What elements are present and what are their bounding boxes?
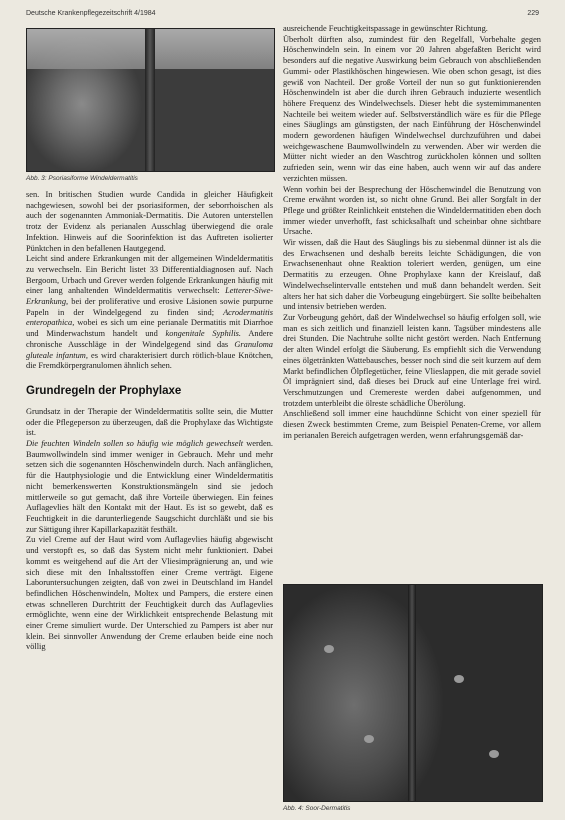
- paragraph: Grundsatz in der Therapie der Windeldermatitis sollte sein, die Mutter oder die Pflegeperson zu überzeugen, daß die Prophylaxe das Wichtigste ist.: [26, 406, 273, 438]
- paragraph: Zu viel Creme auf der Haut wird vom Auflagevlies häufig abgewischt und verstopft es, so daß das System nicht mehr funktioniert. Dabei kommt es weitgehend auf die Art der Vliesimprägnierung an, und wie sich diese mit den Inhaltsstoffen einer Creme verträgt. Eigene Laboruntersuchungen zeigten, daß von zwei in Deutschland im Handel befindlichen Höschenwindeln, Moltex und Pampers, die erstere einen etwas schnelleren Durchtritt der Feuchtigkeit durch das Auflagevlies ermöglichte, wenn eine der Wirklichkeit entsprechende Belastung mit einer Creme simuliert wurde. Der Unterschied zu Pampers ist aber nur klein. Bei sinnvoller Anwendung der Creme erlauben beide eine noch völlig: [26, 535, 273, 652]
- paragraph: sen. In britischen Studien wurde Candida in gleicher Häufigkeit nachgewiesen, sowohl bei der psoriasiformen, der seborrhoischen als auch der sogenannten Ammoniak-Dermatitis. Die Autoren unterstellen trotz der Evidenz als perianalen Ausschlag überwiegend die orale Infektion. Hinweis auf die Soorinfektion ist das Auftreten isolierter Pünktchen in den befallenen Hautgegend.: [26, 190, 273, 253]
- figure-4-photo: [283, 584, 543, 802]
- left-column: [26, 24, 273, 802]
- figure-3-photo: [26, 28, 275, 172]
- paragraph: Zur Vorbeugung gehört, daß der Windelwechsel so häufig erfolgen soll, wie man es sich zeitlich und finanziell leisten kann. Tagsüber mindestens alle drei Stunden. Die Nachtruhe sollte nicht gestört werden. Nach Entfernung der alten Windel erfolgt die Säuberung. Es empfiehlt sich die Verwendung eines ölgetränkten Wattebausches, besser noch sind die seit kurzem auf dem Markt befindlichen Ölpflegetücher, feine Vlieslappen, die mit gerade soviel Öl imprägniert sind, daß dieses bei Druck auf eine Unterlage frei wird. Verschmutzungen und Cremereste werden dabei aufgenommen, und trotzdem unterbleibt die ölreste schädliche Überölung.: [283, 312, 541, 408]
- paragraph: Wenn vorhin bei der Besprechung der Höschenwindel die Benutzung von Creme erwähnt worden ist, so nicht ohne Grund. Bei aller Sorgfalt in der Pflege und größter Reinlichkeit entstehen die Windeldermatitiden eben doch immer wieder unverhofft, fast schicksalhaft und scheinbar ohne sichtbare Ursache.: [283, 184, 541, 237]
- lesion-spot: [489, 750, 499, 758]
- paragraph: Überholt dürften also, zumindest für den Regelfall, Vorbehalte gegen Höschenwindeln sein. In einem vor 20 Jahren abgefaßten Bericht wird besonders auf die negative Auswirkung beim Gebrauch von abschließenden Gummi- oder Plastikhöschen hingewiesen. Wie oben schon gesagt, ist dies gewiß von Nachteil. Der große Vorteil der nun so gut funktionierenden Höschenwindeln ist aber die durch ihren Gebrauch induzierte wesentlich höhere Frequenz des Windelwechsels. Dieser hebt die systemimmanenten Nachteile bei weitem wieder auf. Selbstverständlich wäre es für die Pflege eines Säuglings am günstigsten, der nach Einführung der Höschenwindel modern gewordenen häufigen Windelwechsel durchzuführen und dabei weichgewaschene Baumwollwindeln zu verwenden. Aber wir werden die Mütter nicht wieder an den Waschtrog zurückholen können und sollten zufrieden sein, wenn wir das eine haben, auch wenn wir auf das andere verzichten müssen.: [283, 34, 541, 183]
- figure-4: [283, 584, 543, 820]
- gluteal-crease: [408, 585, 416, 801]
- paragraph: Die feuchten Windeln sollen so häufig wie möglich gewechselt werden. Baumwollwindeln sind immer weniger in Gebrauch. Mehr und mehr setzen sich die sogenannten Höschenwindeln durch. Nach anfänglichen, für die Hautphysiologie und die Entwicklung einer Windeldermatitis nicht bemerkenswerten Konstruktionsmängeln sind sie jedoch mittlerweile so gut gemacht, daß ihre Vorteile überwiegen. Ein feines Auflagevlies hält den Kontakt mit der Haut. Es ist so gewebt, daß es Feuchtigkeit in die darunterliegende Saugschicht durchläßt und sie bis zur Sättigung ihrer Kapillarkapazität festhält.: [26, 439, 273, 534]
- paragraph: Anschließend soll immer eine hauchdünne Schicht von einer speziell für diesen Zweck bestimmten Creme, zum Beispiel Penaten-Creme, vor allem im perianalen Bereich aufgetragen werden, wenn erfahrungsgemäß dar-: [283, 409, 541, 440]
- lesion-spot: [364, 735, 374, 743]
- running-header: [26, 10, 539, 22]
- lesion-spot: [454, 675, 464, 683]
- journal-title: Deutsche Krankenpflegezeitschrift 4/1984: [26, 10, 156, 17]
- figure-3-caption: Abb. 3: Psoriasiforme Windeldermatitis: [26, 175, 138, 182]
- right-column: [283, 24, 541, 812]
- paragraph: ausreichende Feuchtigkeitspassage in gewünschter Richtung.: [283, 24, 488, 33]
- paragraph: Wir wissen, daß die Haut des Säuglings bis zu siebenmal dünner ist als die des Erwachsenen und deshalb bereits leichte Schädigungen, die von Erwachsenenhaut ohne Reaktion toleriert werden, genügen, um eine Dermatitis zu erzeugen. Ohne Prophylaxe kann der Kreislauf, daß Windelwechselintervalle entstehen und muß dann behandelt werden. Seit alters her hat sich daher die Vorbeugung eingebürgert. Sie sollte beibehalten und intensiv betrieben werden.: [283, 238, 541, 312]
- section-heading: Grundregeln der Prophylaxe: [26, 384, 182, 397]
- gluteal-fold: [145, 29, 155, 171]
- figure-4-caption: Abb. 4: Soor-Dermatitis: [283, 805, 351, 812]
- page-number: 229: [527, 10, 539, 17]
- paragraph: Leicht sind andere Erkrankungen mit der allgemeinen Windeldermatitis zu verwechseln. Ein Bericht listet 33 Differentialdiagnosen auf. Nach Bergoom, Urbach und Grever werden folgende Erkrankungen häufig mit einer lang anhaltenden Windeldermatitis verwechselt: Letterer-Siwe-Erkrankung, bei der proliferative und erosive Läsionen sowie purpurne Papeln in der Windelgegend zu finden sind; Acrodermatitis enteropathica, wobei es sich um eine perianale Dermatitis mit Diarrhoe und Minderwachstum handelt und kongenitale Syphilis. Andere chronische Ausschläge in der Windelgegend sind das Granuloma gluteale infantum, es wird charakterisiert durch rötlich-blaue Knötchen, die Fremdkörpergranulomen ähnlich sehen.: [26, 254, 274, 371]
- lesion-spot: [324, 645, 334, 653]
